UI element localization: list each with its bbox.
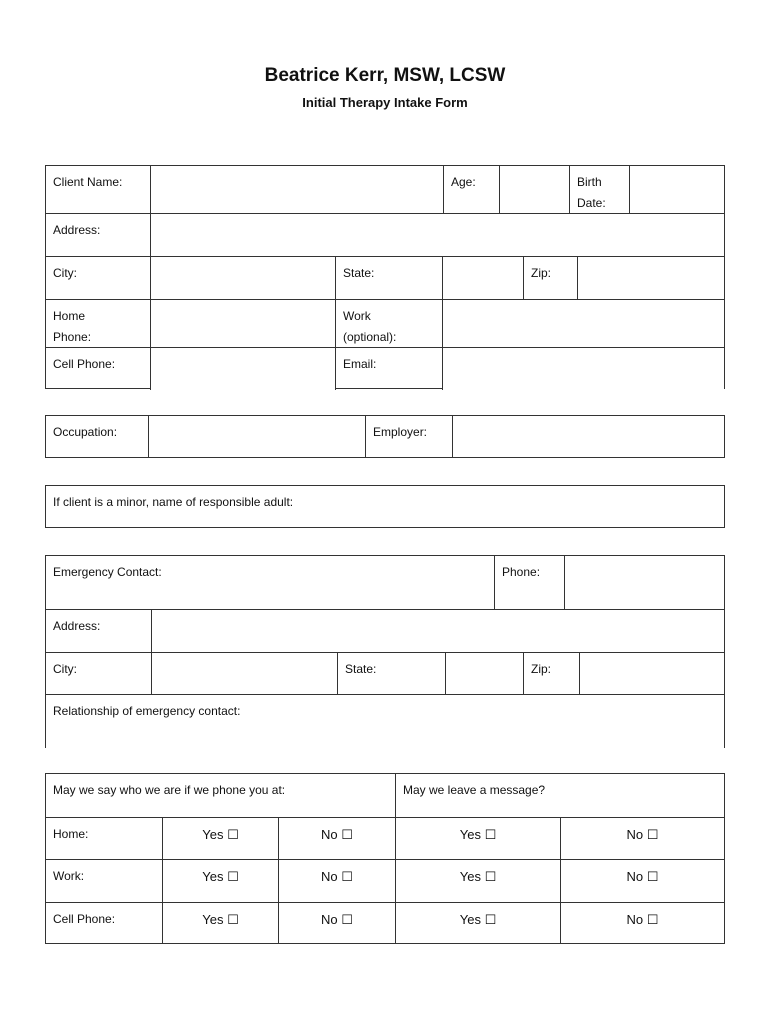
cell-identify-yes-checkbox[interactable]: Yes ☐ — [162, 903, 278, 944]
client-info-table — [45, 165, 725, 389]
home-identify-yes-checkbox[interactable]: Yes ☐ — [162, 818, 278, 860]
home-label-line2: Phone: — [53, 330, 92, 344]
emergency-phone-field[interactable] — [564, 556, 724, 609]
age-label: Age: — [443, 166, 499, 214]
work-label-line2: (optional): — [343, 330, 397, 344]
city-label: City: — [53, 266, 77, 280]
emergency-city-field[interactable] — [151, 653, 337, 695]
contact-preferences-table — [45, 773, 725, 944]
pref-row-home — [46, 817, 724, 860]
client-name-row — [46, 166, 724, 214]
zip-field[interactable] — [577, 257, 724, 300]
emergency-phone-label: Phone: — [494, 556, 564, 609]
home-phone-field[interactable] — [150, 300, 335, 348]
emergency-contact-row — [46, 556, 724, 609]
emergency-contact-table — [45, 555, 725, 748]
zip-label: Zip: — [523, 257, 577, 300]
emergency-state-field[interactable] — [445, 653, 523, 695]
age-field[interactable] — [499, 166, 569, 214]
phone-row — [46, 299, 724, 348]
pref-row-work — [46, 859, 724, 903]
work-phone-label — [335, 300, 442, 348]
pref-row-label: Work: — [53, 869, 85, 883]
work-identify-yes-checkbox[interactable]: Yes ☐ — [162, 860, 278, 903]
work-phone-field[interactable] — [442, 300, 724, 348]
emergency-address-row — [46, 609, 724, 653]
home-phone-label — [46, 300, 150, 348]
relationship-row — [46, 694, 724, 748]
cell-message-yes-checkbox[interactable]: Yes ☐ — [395, 903, 560, 944]
preferences-header-row — [46, 774, 724, 817]
state-label: State: — [335, 257, 442, 300]
employment-row — [46, 416, 724, 457]
address-row — [46, 213, 724, 257]
emergency-state-label: State: — [337, 653, 445, 695]
work-identify-no-checkbox[interactable]: No ☐ — [278, 860, 395, 903]
relationship-field[interactable]: Relationship of emergency contact: — [46, 695, 724, 748]
work-message-yes-checkbox[interactable]: Yes ☐ — [395, 860, 560, 903]
cell-email-row — [46, 347, 724, 390]
pref-row-label: Cell Phone: — [53, 912, 116, 926]
birth-date-label — [569, 166, 629, 214]
identify-question: May we say who we are if we phone you at: — [53, 783, 286, 797]
work-message-no-checkbox[interactable]: No ☐ — [560, 860, 724, 903]
client-name-label: Client Name: — [53, 175, 123, 189]
pref-row-cell — [46, 902, 724, 944]
minor-table — [45, 485, 725, 528]
cell-identify-no-checkbox[interactable]: No ☐ — [278, 903, 395, 944]
birth-label-line2: Date: — [577, 196, 606, 210]
birth-label-line1: Birth — [577, 175, 602, 189]
home-message-no-checkbox[interactable]: No ☐ — [560, 818, 724, 860]
emergency-city-row — [46, 652, 724, 695]
cell-phone-field[interactable] — [150, 348, 335, 390]
city-row — [46, 256, 724, 300]
emergency-address-label: Address: — [53, 619, 101, 633]
birth-date-field[interactable] — [629, 166, 724, 214]
responsible-adult-field[interactable]: If client is a minor, name of responsible adult: — [46, 486, 724, 527]
form-subtitle: Initial Therapy Intake Form — [302, 95, 468, 110]
state-field[interactable] — [442, 257, 523, 300]
address-field[interactable] — [150, 214, 724, 257]
home-message-yes-checkbox[interactable]: Yes ☐ — [395, 818, 560, 860]
address-label: Address: — [53, 223, 101, 237]
email-label: Email: — [335, 348, 442, 390]
emergency-city-label: City: — [53, 662, 77, 676]
employer-field[interactable] — [452, 416, 724, 457]
client-name-field[interactable] — [150, 166, 443, 214]
employment-table — [45, 415, 725, 458]
emergency-zip-field[interactable] — [579, 653, 724, 695]
cell-message-no-checkbox[interactable]: No ☐ — [560, 903, 724, 944]
emergency-contact-field[interactable]: Emergency Contact: — [46, 556, 494, 609]
cell-phone-label: Cell Phone: — [53, 357, 116, 371]
city-field[interactable] — [150, 257, 335, 300]
emergency-address-field[interactable] — [151, 610, 724, 653]
occupation-label: Occupation: — [53, 425, 118, 439]
pref-row-label: Home: — [53, 827, 89, 841]
employer-label: Employer: — [365, 416, 452, 457]
emergency-zip-label: Zip: — [523, 653, 579, 695]
form-title: Beatrice Kerr, MSW, LCSW — [264, 65, 506, 86]
work-label-line1: Work — [343, 309, 371, 323]
occupation-field[interactable] — [148, 416, 365, 457]
email-field[interactable] — [442, 348, 724, 390]
message-question: May we leave a message? — [395, 774, 724, 817]
home-identify-no-checkbox[interactable]: No ☐ — [278, 818, 395, 860]
home-label-line1: Home — [53, 309, 86, 323]
